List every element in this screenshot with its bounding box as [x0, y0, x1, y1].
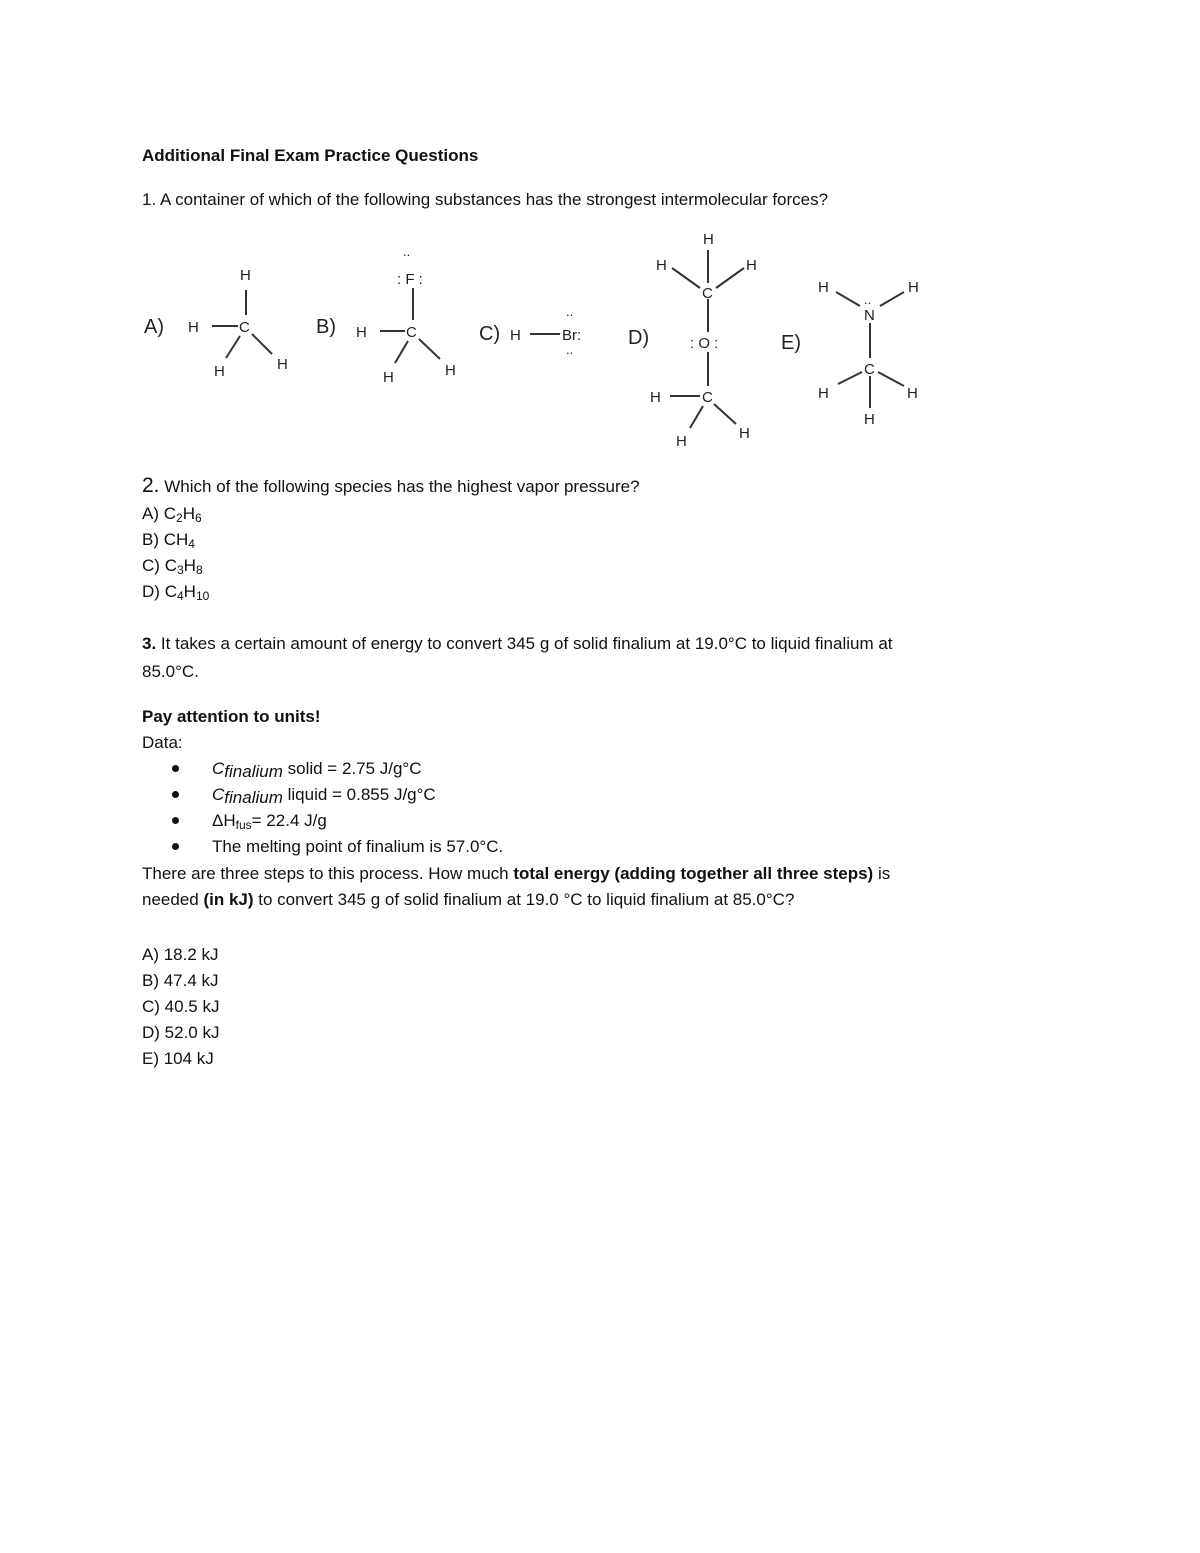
lone-pair: .. [403, 244, 411, 259]
atom-c: C [864, 361, 875, 378]
formula-sub: 2 [176, 511, 183, 525]
solid-value: solid = 2.75 J/g°C [287, 759, 422, 778]
formula-c: C [163, 504, 177, 523]
q3-option-d: D) 52.0 kJ [142, 1023, 220, 1042]
formula-sub: 4 [176, 589, 184, 603]
atom-o: : O : [690, 335, 719, 352]
atom-c: C [702, 285, 713, 302]
lone-pair: .. [566, 342, 574, 357]
data-label: Data: [142, 733, 183, 752]
question-1-number: 1. [142, 190, 157, 209]
dh-subscript: fus [235, 818, 252, 832]
atom-h: H [818, 385, 829, 402]
option-label: B) [142, 530, 159, 549]
q2-option-d [142, 579, 209, 609]
structure-b-label: B) [316, 316, 336, 338]
atom-n: N [864, 307, 875, 324]
formula-sub: 6 [194, 511, 202, 525]
atom-h: H [277, 356, 288, 373]
formula-sub: 10 [195, 589, 210, 603]
melting-point: The melting point of finalium is 57.0°C. [212, 837, 504, 856]
c-symbol: C [212, 759, 225, 778]
formula-sub: 4 [188, 537, 195, 551]
question-1-text: A container of which of the following substances has the strongest intermolecular forces? [159, 190, 829, 209]
question-2 [142, 473, 640, 500]
atom-br: Br: [562, 327, 582, 344]
c-subscript: finalium [224, 762, 283, 781]
question-3-paragraph-2 [142, 887, 794, 913]
atom-h: H [214, 363, 225, 380]
para-text: to convert 345 g of solid finalium at 19.0 °C to liquid finalium at 85.0°C? [253, 890, 795, 909]
dh-symbol: ΔH [212, 811, 236, 830]
structure-a-label: A) [144, 316, 164, 338]
bullet [172, 765, 179, 772]
atom-h: H [445, 362, 456, 379]
question-2-text: Which of the following species has the highest vapor pressure? [164, 477, 640, 496]
formula-h: H [183, 582, 196, 601]
structure-c-label: C) [479, 323, 501, 345]
bullet [172, 817, 179, 824]
atom-c: C [406, 324, 417, 341]
para-bold: total energy (adding together all three steps) [513, 864, 874, 883]
bullet [172, 843, 179, 850]
atom-h: H [818, 279, 829, 296]
atom-h: H [188, 319, 199, 336]
lone-pair: .. [864, 292, 872, 307]
fusion-value: = 22.4 J/g [251, 811, 327, 830]
liquid-value: liquid = 0.855 J/g°C [287, 785, 436, 804]
para-text: needed [142, 890, 204, 909]
structure-e-label: E) [781, 332, 801, 354]
formula-c: CH [163, 530, 189, 549]
atom-c: C [702, 389, 713, 406]
atom-h: H [356, 324, 367, 341]
option-label: D) [142, 582, 160, 601]
lewis-structures-figure [0, 220, 1200, 460]
c-subscript: finalium [224, 788, 283, 807]
atom-f: : F : [397, 271, 423, 288]
atom-h: H [864, 411, 875, 428]
formula-c: C [164, 556, 177, 575]
q3-option-c: C) 40.5 kJ [142, 997, 220, 1016]
formula-sub: 8 [195, 563, 203, 577]
para-bold: (in kJ) [203, 890, 254, 909]
atom-h: H [240, 267, 251, 284]
question-3-text: It takes a certain amount of energy to convert 345 g of solid finalium at 19.0°C to liquid finalium at [160, 634, 893, 653]
formula-h: H [182, 504, 195, 523]
option-label: C) [142, 556, 160, 575]
atom-h: H [739, 425, 750, 442]
structure-d-label: D) [628, 327, 650, 349]
c-symbol: C [212, 785, 225, 804]
atom-h: H [676, 433, 687, 450]
para-text: There are three steps to this process. How much [142, 864, 514, 883]
para-text: is [873, 864, 891, 883]
atom-h: H [746, 257, 757, 274]
question-2-number: 2. [142, 474, 160, 497]
question-3-text-cont: 85.0°C. [142, 662, 199, 681]
atom-h: H [908, 279, 919, 296]
q3-option-b: B) 47.4 kJ [142, 971, 219, 990]
atom-h: H [656, 257, 667, 274]
question-3-number: 3. [142, 634, 157, 653]
bullet [172, 791, 179, 798]
data-item-liquid [172, 782, 436, 811]
formula-c: C [164, 582, 177, 601]
attention-note: Pay attention to units! [142, 707, 321, 726]
atom-h: H [703, 231, 714, 248]
q3-option-a: A) 18.2 kJ [142, 945, 219, 964]
atom-h: H [907, 385, 918, 402]
option-label: A) [142, 504, 159, 523]
formula-sub: 3 [176, 563, 184, 577]
data-item-solid [172, 756, 422, 785]
page-title: Additional Final Exam Practice Questions [142, 146, 479, 165]
lone-pair: .. [566, 304, 574, 319]
atom-h: H [650, 389, 661, 406]
atom-h: H [383, 369, 394, 386]
question-1 [142, 187, 828, 213]
atom-h: H [510, 327, 521, 344]
question-3 [142, 631, 893, 657]
formula-h: H [183, 556, 196, 575]
atom-c: C [239, 319, 250, 336]
data-item-melting [172, 834, 503, 860]
question-3-paragraph-1 [142, 861, 890, 887]
q3-option-e: E) 104 kJ [142, 1049, 214, 1068]
